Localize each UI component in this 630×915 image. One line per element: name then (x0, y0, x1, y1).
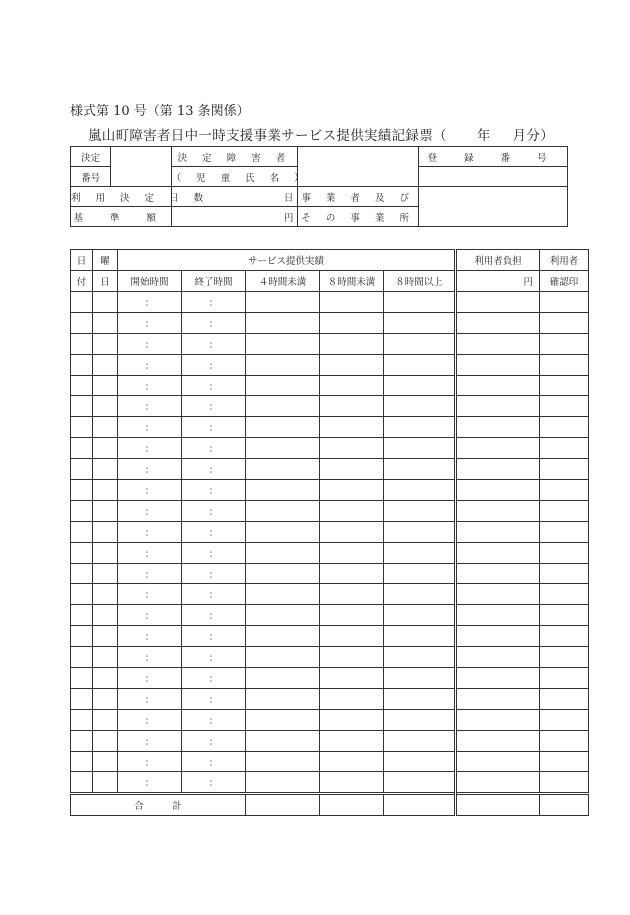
end-time-cell[interactable]: ： (182, 375, 246, 396)
start-time-cell[interactable]: ： (118, 396, 182, 417)
child-name-label: （ 児 童 氏 名 ） (171, 167, 298, 187)
burden-cell[interactable] (456, 772, 540, 794)
start-time-cell[interactable]: ： (118, 459, 182, 480)
burden-cell[interactable] (456, 751, 540, 772)
burden-cell[interactable] (456, 459, 540, 480)
table-row (71, 396, 589, 417)
col-under8-header: ８時間未満 (320, 271, 384, 292)
under4-cell[interactable] (246, 292, 320, 313)
under4-cell[interactable] (246, 709, 320, 730)
day-cell[interactable] (71, 584, 93, 605)
confirm-cell[interactable] (540, 438, 589, 459)
over8-cell[interactable] (384, 709, 456, 730)
weekday-cell[interactable] (93, 772, 118, 794)
under8-cell[interactable] (320, 668, 384, 689)
day-cell[interactable] (71, 438, 93, 459)
form-number: 様式第 10 号（第 13 条関係） (70, 104, 250, 119)
burden-cell[interactable] (456, 396, 540, 417)
start-time-cell[interactable]: ： (118, 751, 182, 772)
under4-cell[interactable] (246, 688, 320, 709)
burden-cell[interactable] (456, 688, 540, 709)
over8-cell[interactable] (384, 772, 456, 794)
end-time-cell[interactable]: ： (182, 772, 246, 794)
day-cell[interactable] (71, 480, 93, 501)
table-row (71, 688, 589, 709)
table-row (71, 354, 589, 375)
day-cell[interactable] (71, 542, 93, 563)
weekday-cell[interactable] (93, 500, 118, 521)
end-time-cell[interactable]: ： (182, 730, 246, 751)
start-time-cell[interactable]: ： (118, 333, 182, 354)
end-time-cell[interactable]: ： (182, 647, 246, 668)
under8-cell[interactable] (320, 500, 384, 521)
day-cell[interactable] (71, 709, 93, 730)
over8-cell[interactable] (384, 375, 456, 396)
start-time-cell[interactable]: ： (118, 521, 182, 542)
under8-cell[interactable] (320, 417, 384, 438)
table-row (71, 605, 589, 626)
over8-cell[interactable] (384, 396, 456, 417)
provider-label-1: 事 業 者 及 び (298, 187, 419, 207)
end-time-cell[interactable]: ： (182, 584, 246, 605)
under8-cell[interactable] (320, 438, 384, 459)
over8-cell[interactable] (384, 333, 456, 354)
end-time-cell[interactable]: ： (182, 312, 246, 333)
under8-cell[interactable] (320, 292, 384, 313)
over8-cell[interactable] (384, 292, 456, 313)
start-time-cell[interactable]: ： (118, 480, 182, 501)
over8-cell[interactable] (384, 730, 456, 751)
over8-cell[interactable] (384, 417, 456, 438)
day-cell[interactable] (71, 668, 93, 689)
service-header: サービス提供実績 (118, 250, 456, 271)
over8-cell[interactable] (384, 521, 456, 542)
burden-cell[interactable] (456, 542, 540, 563)
under8-cell[interactable] (320, 375, 384, 396)
weekday-cell[interactable] (93, 730, 118, 751)
burden-cell[interactable] (456, 626, 540, 647)
day-cell[interactable] (71, 521, 93, 542)
weekday-cell[interactable] (93, 438, 118, 459)
confirm-cell[interactable] (540, 647, 589, 668)
over8-cell[interactable] (384, 584, 456, 605)
burden-cell[interactable] (456, 438, 540, 459)
under4-cell[interactable] (246, 500, 320, 521)
col-burden-header: 利用者負担 (456, 250, 540, 271)
disabled-person-label: 決 定 障 害 者 (171, 147, 298, 167)
over8-cell[interactable] (384, 542, 456, 563)
confirm-cell[interactable] (540, 459, 589, 480)
day-cell[interactable] (71, 751, 93, 772)
provider-field[interactable] (419, 187, 568, 227)
confirm-cell[interactable] (540, 521, 589, 542)
under8-cell[interactable] (320, 396, 384, 417)
under4-cell[interactable] (246, 396, 320, 417)
weekday-cell[interactable] (93, 709, 118, 730)
table-row (71, 312, 589, 333)
day-cell[interactable] (71, 459, 93, 480)
over8-cell[interactable] (384, 500, 456, 521)
day-cell[interactable] (71, 375, 93, 396)
burden-cell[interactable] (456, 417, 540, 438)
weekday-cell[interactable] (93, 688, 118, 709)
under8-cell[interactable] (320, 312, 384, 333)
under8-cell[interactable] (320, 521, 384, 542)
end-time-cell[interactable]: ： (182, 500, 246, 521)
start-time-cell[interactable]: ： (118, 647, 182, 668)
provider-label-2: そ の 事 業 所 (298, 207, 419, 227)
weekday-cell[interactable] (93, 521, 118, 542)
table-row (71, 751, 589, 772)
burden-cell[interactable] (456, 584, 540, 605)
total-burden[interactable] (456, 794, 540, 816)
under8-cell[interactable] (320, 730, 384, 751)
disabled-person-name-field[interactable] (298, 147, 419, 187)
under4-cell[interactable] (246, 480, 320, 501)
burden-cell[interactable] (456, 521, 540, 542)
table-row (71, 480, 589, 501)
table-row (71, 438, 589, 459)
confirm-cell[interactable] (540, 626, 589, 647)
under4-cell[interactable] (246, 375, 320, 396)
base-amount-field[interactable]: 円 (171, 207, 298, 227)
over8-cell[interactable] (384, 605, 456, 626)
table-row (71, 647, 589, 668)
table-row (71, 459, 589, 480)
over8-cell[interactable] (384, 688, 456, 709)
end-time-cell[interactable]: ： (182, 396, 246, 417)
table-row (71, 333, 589, 354)
confirm-cell[interactable] (540, 688, 589, 709)
day-cell[interactable] (71, 333, 93, 354)
under8-cell[interactable] (320, 647, 384, 668)
confirm-cell[interactable] (540, 751, 589, 772)
col-confirm-header: 利用者 (540, 250, 589, 271)
over8-cell[interactable] (384, 354, 456, 375)
under4-cell[interactable] (246, 333, 320, 354)
burden-cell[interactable] (456, 730, 540, 751)
end-time-cell[interactable]: ： (182, 751, 246, 772)
start-time-cell[interactable]: ： (118, 375, 182, 396)
day-cell[interactable] (71, 396, 93, 417)
confirm-cell[interactable] (540, 668, 589, 689)
col-over8-header: ８時間以上 (384, 271, 456, 292)
decision-number-field[interactable] (111, 147, 171, 187)
start-time-cell[interactable]: ： (118, 772, 182, 794)
under4-cell[interactable] (246, 584, 320, 605)
under4-cell[interactable] (246, 751, 320, 772)
col-confirm-header-2: 確認印 (540, 271, 589, 292)
start-time-cell[interactable]: ： (118, 605, 182, 626)
total-under4[interactable] (246, 794, 320, 816)
col-weekday-header-2: 日 (93, 271, 118, 292)
end-time-cell[interactable]: ： (182, 459, 246, 480)
day-cell[interactable] (71, 563, 93, 584)
under4-cell[interactable] (246, 521, 320, 542)
end-time-cell[interactable]: ： (182, 438, 246, 459)
total-under8[interactable] (320, 794, 384, 816)
confirm-cell[interactable] (540, 605, 589, 626)
col-day-header-2: 付 (71, 271, 93, 292)
burden-cell[interactable] (456, 375, 540, 396)
burden-cell[interactable] (456, 333, 540, 354)
weekday-cell[interactable] (93, 396, 118, 417)
weekday-cell[interactable] (93, 459, 118, 480)
total-row (71, 794, 589, 816)
start-time-cell[interactable]: ： (118, 688, 182, 709)
burden-cell[interactable] (456, 563, 540, 584)
base-amount-label: 基 準 額 (71, 207, 172, 227)
burden-cell[interactable] (456, 354, 540, 375)
end-time-cell[interactable]: ： (182, 292, 246, 313)
end-time-cell[interactable]: ： (182, 354, 246, 375)
decision-label-2: 番号 (71, 167, 111, 187)
table-row (71, 500, 589, 521)
under8-cell[interactable] (320, 584, 384, 605)
service-record-table (70, 249, 589, 816)
weekday-cell[interactable] (93, 417, 118, 438)
end-time-cell[interactable]: ： (182, 605, 246, 626)
under8-cell[interactable] (320, 542, 384, 563)
end-time-cell[interactable]: ： (182, 542, 246, 563)
table-row (71, 730, 589, 751)
start-time-cell[interactable]: ： (118, 563, 182, 584)
confirm-cell[interactable] (540, 312, 589, 333)
under8-cell[interactable] (320, 772, 384, 794)
over8-cell[interactable] (384, 459, 456, 480)
start-time-cell[interactable]: ： (118, 354, 182, 375)
over8-cell[interactable] (384, 480, 456, 501)
table-row (71, 709, 589, 730)
start-time-cell[interactable]: ： (118, 730, 182, 751)
col-burden-unit: 円 (456, 271, 540, 292)
day-cell[interactable] (71, 312, 93, 333)
day-cell[interactable] (71, 605, 93, 626)
burden-cell[interactable] (456, 709, 540, 730)
start-time-cell[interactable]: ： (118, 668, 182, 689)
weekday-cell[interactable] (93, 563, 118, 584)
col-under4-header: ４時間未満 (246, 271, 320, 292)
start-time-cell[interactable]: ： (118, 626, 182, 647)
weekday-cell[interactable] (93, 312, 118, 333)
under4-cell[interactable] (246, 459, 320, 480)
table-row (71, 521, 589, 542)
confirm-cell[interactable] (540, 709, 589, 730)
weekday-cell[interactable] (93, 542, 118, 563)
end-time-cell[interactable]: ： (182, 521, 246, 542)
usage-days-field[interactable]: 日 (171, 187, 298, 207)
burden-cell[interactable] (456, 480, 540, 501)
under4-cell[interactable] (246, 563, 320, 584)
table-row (71, 563, 589, 584)
usage-days-label: 利 用 決 定 日 数 (71, 187, 172, 207)
over8-cell[interactable] (384, 647, 456, 668)
day-cell[interactable] (71, 292, 93, 313)
confirm-cell[interactable] (540, 730, 589, 751)
day-cell[interactable] (71, 626, 93, 647)
start-time-cell[interactable]: ： (118, 709, 182, 730)
weekday-cell[interactable] (93, 647, 118, 668)
weekday-cell[interactable] (93, 751, 118, 772)
confirm-cell[interactable] (540, 563, 589, 584)
under4-cell[interactable] (246, 438, 320, 459)
end-time-cell[interactable]: ： (182, 668, 246, 689)
table-row (71, 668, 589, 689)
weekday-cell[interactable] (93, 668, 118, 689)
col-start-header: 開始時間 (118, 271, 182, 292)
burden-cell[interactable] (456, 292, 540, 313)
day-cell[interactable] (71, 354, 93, 375)
confirm-cell[interactable] (540, 292, 589, 313)
burden-cell[interactable] (456, 312, 540, 333)
under8-cell[interactable] (320, 354, 384, 375)
confirm-cell[interactable] (540, 333, 589, 354)
day-cell[interactable] (71, 730, 93, 751)
under8-cell[interactable] (320, 563, 384, 584)
under8-cell[interactable] (320, 480, 384, 501)
weekday-cell[interactable] (93, 626, 118, 647)
over8-cell[interactable] (384, 438, 456, 459)
title-month: 月分） (512, 128, 555, 144)
under4-cell[interactable] (246, 668, 320, 689)
under4-cell[interactable] (246, 626, 320, 647)
total-label: 合 計 (71, 794, 246, 816)
weekday-cell[interactable] (93, 333, 118, 354)
under8-cell[interactable] (320, 605, 384, 626)
burden-cell[interactable] (456, 605, 540, 626)
table-row (71, 584, 589, 605)
table-row (71, 542, 589, 563)
over8-cell[interactable] (384, 312, 456, 333)
start-time-cell[interactable]: ： (118, 438, 182, 459)
start-time-cell[interactable]: ： (118, 500, 182, 521)
under4-cell[interactable] (246, 542, 320, 563)
end-time-cell[interactable]: ： (182, 417, 246, 438)
weekday-cell[interactable] (93, 584, 118, 605)
confirm-cell[interactable] (540, 772, 589, 794)
confirm-cell[interactable] (540, 584, 589, 605)
table-row (71, 626, 589, 647)
title-main: 嵐山町障害者日中一時支援事業サービス提供実績記録票（ (88, 128, 447, 144)
end-time-cell[interactable]: ： (182, 333, 246, 354)
registration-label: 登 録 番 号 (419, 147, 568, 167)
over8-cell[interactable] (384, 668, 456, 689)
weekday-cell[interactable] (93, 480, 118, 501)
confirm-cell[interactable] (540, 396, 589, 417)
confirm-cell[interactable] (540, 354, 589, 375)
under4-cell[interactable] (246, 647, 320, 668)
total-over8[interactable] (384, 794, 456, 816)
burden-cell[interactable] (456, 647, 540, 668)
start-time-cell[interactable]: ： (118, 542, 182, 563)
under8-cell[interactable] (320, 333, 384, 354)
start-time-cell[interactable]: ： (118, 584, 182, 605)
under4-cell[interactable] (246, 772, 320, 794)
weekday-cell[interactable] (93, 292, 118, 313)
day-cell[interactable] (71, 772, 93, 794)
total-confirm[interactable] (540, 794, 589, 816)
table-row (71, 292, 589, 313)
col-day-header: 日 (71, 250, 93, 271)
decision-label: 決定 (71, 147, 111, 167)
confirm-cell[interactable] (540, 480, 589, 501)
confirm-cell[interactable] (540, 542, 589, 563)
under4-cell[interactable] (246, 730, 320, 751)
start-time-cell[interactable]: ： (118, 312, 182, 333)
over8-cell[interactable] (384, 751, 456, 772)
weekday-cell[interactable] (93, 605, 118, 626)
under4-cell[interactable] (246, 312, 320, 333)
weekday-cell[interactable] (93, 375, 118, 396)
header-info-table (70, 146, 568, 227)
over8-cell[interactable] (384, 563, 456, 584)
col-end-header: 終了時間 (182, 271, 246, 292)
page-title (88, 124, 554, 144)
col-weekday-header: 曜 (93, 250, 118, 271)
under8-cell[interactable] (320, 459, 384, 480)
under4-cell[interactable] (246, 605, 320, 626)
day-cell[interactable] (71, 688, 93, 709)
confirm-cell[interactable] (540, 417, 589, 438)
day-cell[interactable] (71, 417, 93, 438)
table-row (71, 772, 589, 794)
registration-number-field[interactable] (419, 167, 568, 187)
end-time-cell[interactable]: ： (182, 709, 246, 730)
burden-cell[interactable] (456, 500, 540, 521)
end-time-cell[interactable]: ： (182, 626, 246, 647)
under8-cell[interactable] (320, 709, 384, 730)
under4-cell[interactable] (246, 354, 320, 375)
table-row (71, 375, 589, 396)
end-time-cell[interactable]: ： (182, 688, 246, 709)
weekday-cell[interactable] (93, 354, 118, 375)
under8-cell[interactable] (320, 626, 384, 647)
under8-cell[interactable] (320, 688, 384, 709)
title-year: 年 (476, 128, 491, 144)
end-time-cell[interactable]: ： (182, 480, 246, 501)
over8-cell[interactable] (384, 626, 456, 647)
end-time-cell[interactable]: ： (182, 563, 246, 584)
day-cell[interactable] (71, 500, 93, 521)
under4-cell[interactable] (246, 417, 320, 438)
day-cell[interactable] (71, 647, 93, 668)
under8-cell[interactable] (320, 751, 384, 772)
start-time-cell[interactable]: ： (118, 417, 182, 438)
confirm-cell[interactable] (540, 500, 589, 521)
table-row (71, 417, 589, 438)
start-time-cell[interactable]: ： (118, 292, 182, 313)
confirm-cell[interactable] (540, 375, 589, 396)
burden-cell[interactable] (456, 668, 540, 689)
